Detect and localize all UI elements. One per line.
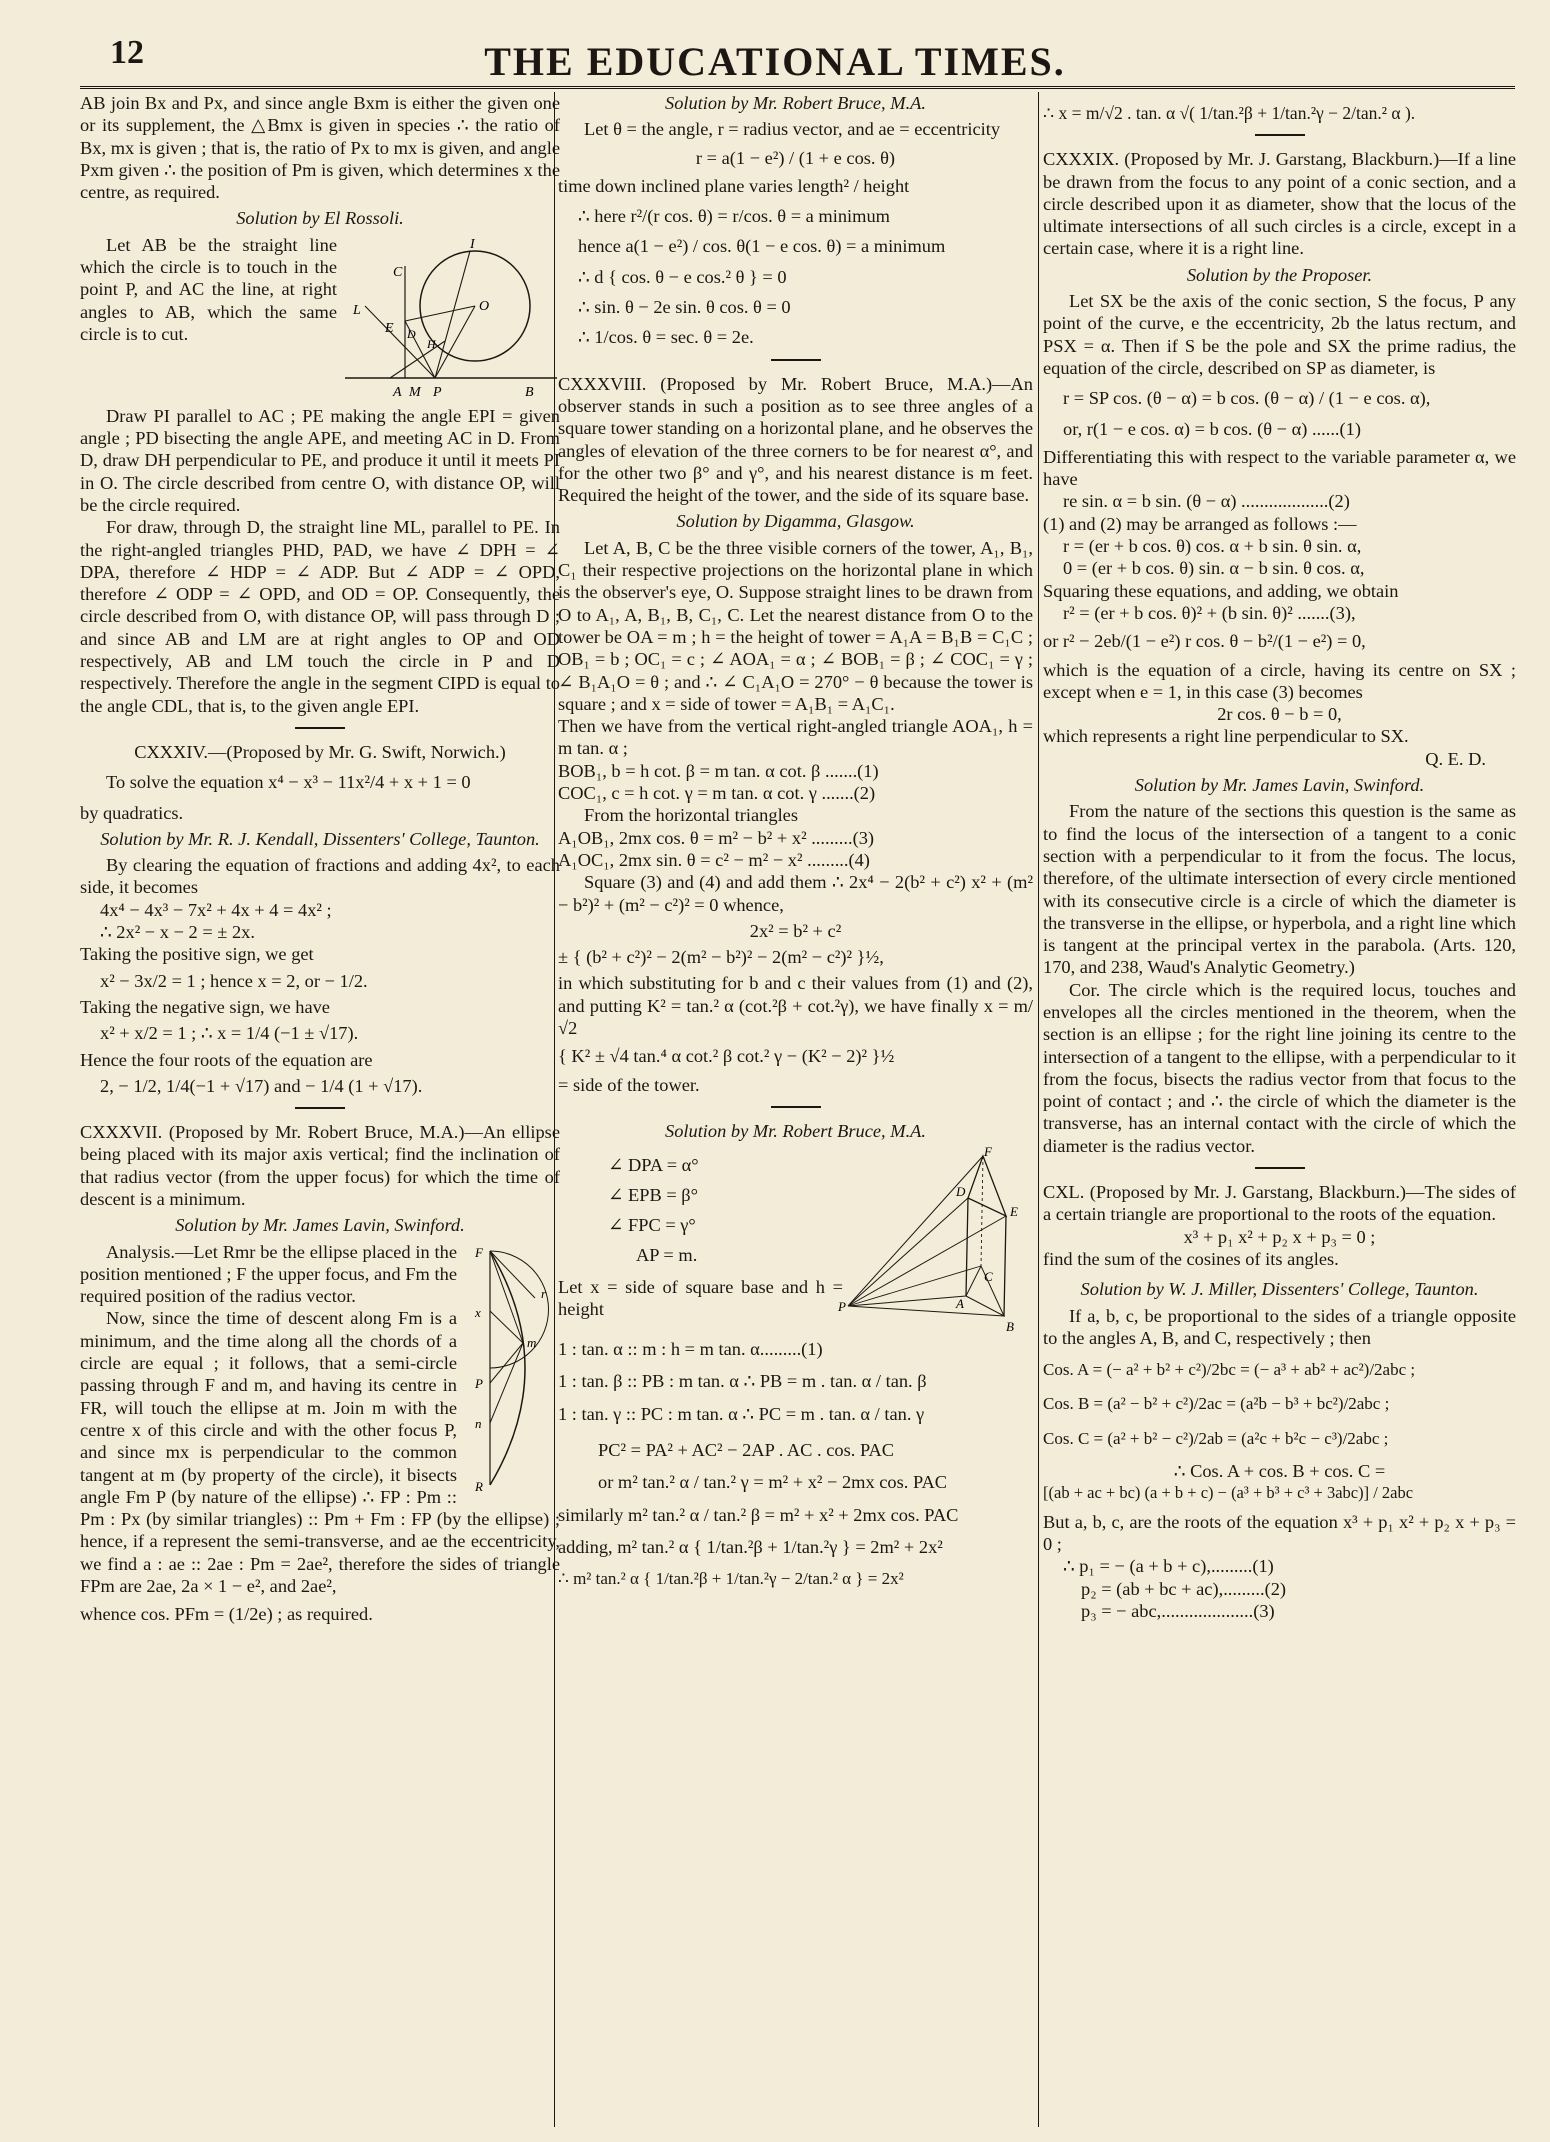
fig-label-l: L <box>353 302 361 318</box>
equation: x³ + p₁ x² + p₂ x + p₃ = 0 ; <box>1183 1226 1376 1247</box>
fig-label-c: C <box>984 1269 993 1285</box>
fig-label-a: A <box>393 384 402 400</box>
paragraph: Let A, B, C be the three visible corners of the tower, A₁, B₁, C₁ their respective projections on the horizontal plane in which is the observer's eye, O. Suppose straight lines to be drawn from O to A₁, A, B₁, B, C₁, C. Let the nearest distance from O to the tower be OA = m ; h = the height of tower = A₁A = B₁B = C₁C ; OB₁ = b ; OC₁ = c ; ∠ AOA₁ = α ; ∠ BOB₁ = β ; ∠ COC₁ = γ ; ∠ B₁A₁O = θ ; and ∴ ∠ C₁A₁O = 270° − θ because the tower is square ; and x = side of tower = A₁B₁ = A₁C₁. <box>558 537 1033 714</box>
question-heading: CXXXIX. (Proposed by Mr. J. Garstang, Blackburn.)—If a line be drawn from the focus to any point of a conic section, and a circle described upon it as diameter, show that the locus of the ultimate intersections of all such circles is a circle, except in a certain case, where it is a right line. <box>1043 149 1516 259</box>
paragraph: For draw, through D, the straight line ML, parallel to PE. In the right-angled triangles PHD, PAD, we have ∠ DPH = ∠ DPA, therefore ∠ HDP = ∠ ADP. But ∠ ADP = ∠ OPD, therefore ∠ ODP = ∠ OPD, and OD = OP. Consequently, the circle described from O, with distance OP, will pass through D ; and since AB and LM are at right angles to OP and OD respectively, AB and LM touch the circle in P and D respectively. Therefore the angle in the segment CIPD is equal to the angle CDL, that is, to the given angle EPI. <box>80 517 560 716</box>
equation: r² = (er + b cos. θ)² + (b sin. θ)² .......(3), <box>1063 602 1356 623</box>
fig-label-o: O <box>479 298 490 314</box>
fig-label-h: H <box>427 336 436 351</box>
fig-label-x: x <box>475 1304 481 1320</box>
question-heading: CXXXVIII. (Proposed by Mr. Robert Bruce, M.A.)—An observer stands in such a position as to see three angles of a square tower standing on a horizontal plane, and he observes the angles of elevation of the three corners to be for nearest α°, and for the other two β° and γ°, and his nearest distance is m feet. Required the height of the tower, and the side of its square base. <box>558 373 1033 506</box>
solution-heading: Solution by Mr. James Lavin, Swinford. <box>1134 775 1425 796</box>
paragraph: Square (3) and (4) and add them ∴ 2x⁴ − 2(b² + c²) x² + (m² − b²)² + (m² − c²)² = 0 whence, <box>558 872 1033 915</box>
paragraph: Differentiating this with respect to the variable parameter α, we have <box>1043 446 1516 490</box>
equation: 1 : tan. γ :: PC : m tan. α ∴ PC = m . tan. α / tan. γ <box>558 1403 925 1424</box>
fig-label-a: A <box>956 1296 964 1312</box>
question-heading: CXXXIV.—(Proposed by Mr. G. Swift, Norwich.) <box>134 741 506 762</box>
paragraph: Now, since the time of descent along Fm is a minimum, and the time along all the chords of a circle are equal ; it follows, that a semi-circle passing through F and m, and having its centre in FR, will touch the ellipse at m. Join m with the centre x of this circle and with the other focus P, and since mx is perpendicular to the common tangent at m (by property of the circle), it bisects angle Fm P (by nature of the ellipse) ∴ FP : Pm :: Pm : Px (by similar triangles) :: Pm + Fm : FP (by the ellipse) ; hence, if a represent the semi-transverse, and ae the eccentricity, we find a : ae :: 2ae : Pm = 2ae², therefore the sides of triangle FPm are 2ae, 2a × 1 − e², and 2ae², <box>80 1308 560 1597</box>
paragraph: If a, b, c, be proportional to the sides of a triangle opposite to the angles A, B, and C, respectively ; then <box>1043 1305 1516 1348</box>
equation: [(ab + ac + bc) (a + b + c) − (a³ + b³ + c³ + 3abc)] / 2abc <box>1043 1483 1414 1503</box>
paragraph: But a, b, c, are the roots of the equation x³ + p₁ x² + p₂ x + p₃ = 0 ; <box>1043 1511 1516 1554</box>
paragraph: Let AB be the straight line which the circle is to touch in the point P, and AC the line, at right angles to AB, which the same circle is to cut. <box>80 234 337 344</box>
solution-heading: Solution by Digamma, Glasgow. <box>676 511 915 532</box>
equation: ∴ Cos. A + cos. B + cos. C = <box>1173 1461 1386 1482</box>
paragraph: From the horizontal triangles <box>584 805 798 826</box>
equation: 2r cos. θ − b = 0, <box>1217 704 1342 725</box>
paragraph: (1) and (2) may be arranged as follows :— <box>1043 513 1357 534</box>
qed-mark: Q. E. D. <box>1425 748 1486 769</box>
fig-label-d: D <box>956 1184 966 1200</box>
solution-heading: Solution by Mr. James Lavin, Swinford. <box>175 1215 465 1236</box>
equation: ∠ EPB = β° <box>608 1185 699 1206</box>
equation: ∠ DPA = α° <box>608 1155 699 1176</box>
equation: ∴ 2x² − x − 2 = ± 2x. <box>100 922 255 943</box>
fig-label-c: C <box>393 264 403 280</box>
equation: p₃ = − abc,....................(3) <box>1081 1600 1275 1621</box>
equation: ∴ 1/cos. θ = sec. θ = 2e. <box>578 327 754 348</box>
paragraph: find the sum of the cosines of its angles. <box>1043 1248 1339 1269</box>
separator <box>295 727 345 729</box>
equation: 1 : tan. α :: m : h = m tan. α.........(1) <box>558 1339 823 1360</box>
fig-label-r-big: R <box>475 1478 483 1493</box>
equation: ∴ x = m/√2 . tan. α √( 1/tan.²β + 1/tan.²γ − 2/tan.² α ). <box>1043 103 1416 123</box>
equation: To solve the equation x⁴ − x³ − 11x²/4 + x + 1 = 0 <box>106 772 471 793</box>
paragraph: Let x = side of square base and h = height <box>558 1277 843 1320</box>
equation: BOB₁, b = h cot. β = m tan. α cot. β .......(1) <box>558 760 879 781</box>
equation: 1 : tan. β :: PB : m tan. α ∴ PB = m . tan. α / tan. β <box>558 1371 927 1392</box>
equation: 0 = (er + b cos. θ) sin. α − b sin. θ cos. α, <box>1063 558 1365 579</box>
equation: Cos. C = (a² + b² − c²)/2ab = (a²c + b²c − c³)/2abc ; <box>1043 1428 1389 1448</box>
equation: 2x² = b² + c² <box>749 920 842 941</box>
fig-label-m: m <box>527 1334 537 1350</box>
paragraph: By clearing the equation of fractions and adding 4x², to each side, it becomes <box>80 855 560 898</box>
equation: { K² ± √4 tan.⁴ α cot.² β cot.² γ − (K² − 2)² }½ <box>558 1046 895 1067</box>
paragraph: Taking the positive sign, we get <box>80 944 314 965</box>
equation: Cos. B = (a² − b² + c²)/2ac = (a²b − b³ + bc²)/2abc ; <box>1043 1394 1390 1414</box>
fig-label-p: P <box>838 1299 846 1315</box>
fig-label-b: B <box>525 384 534 400</box>
paragraph: which is the equation of a circle, having its centre on SX ; except when e = 1, in this case (3) becomes <box>1043 659 1516 702</box>
solution-heading: Solution by Mr. Robert Bruce, M.A. <box>665 1120 926 1141</box>
column-1 <box>80 92 560 1626</box>
paragraph: time down inclined plane varies length² / height <box>558 175 910 196</box>
paragraph: AB join Bx and Px, and since angle Bxm is either the given one or its supplement, the △Bmx is given in species ∴ the ratio of Bx, mx is given ; that is, the ratio of Px to mx is given, and angle Pxm given ∴ the position of Pm is given, which determines x the centre, as required. <box>80 93 560 203</box>
paragraph: in which substituting for b and c their values from (1) and (2), and putting K² = tan.² α (cot.²β + cot.²γ), we have finally x = m/√2 <box>558 973 1033 1038</box>
equation: or m² tan.² α / tan.² γ = m² + x² − 2mx cos. PAC <box>598 1472 948 1493</box>
fig-label-p: P <box>433 384 442 400</box>
paragraph: From the nature of the sections this question is the same as to find the locus of the intersection of a tangent to a conic section with a perpendicular to it from the focus. The locus, therefore, of the ultimate intersection of every circle mentioned with its consecutive circle is a circle of which the diameter is the transverse in the ellipse, or hyperbola, and a right line which is tangent at the principal vertex in the parabola. (Arts. 120, 170, and 238, Waud's Analytic Geometry.) <box>1043 801 1516 978</box>
solution-heading: Solution by El Rossoli. <box>236 208 404 229</box>
paragraph: Cor. The circle which is the required locus, touches and envelopes all the circles mentioned in the theorem, when the section is an ellipse ; for the right line joining its centre to the intersection of a tangent to the ellipse, with a perpendicular to it from the focus, bisects the radius vector from that focus to the point of contact ; and ∴ the circle of which the diameter is the transverse, has an internal contact with the circle of which the diameter is the radius vector. <box>1043 979 1516 1156</box>
equation: 4x⁴ − 4x³ − 7x² + 4x + 4 = 4x² ; <box>100 899 332 920</box>
separator <box>1255 134 1305 136</box>
equation: or r² − 2eb/(1 − e²) r cos. θ − b²/(1 − e²) = 0, <box>1043 631 1366 652</box>
paragraph: which represents a right line perpendicular to SX. <box>1043 726 1409 747</box>
equation: A₁OC₁, 2mx sin. θ = c² − m² − x² .........(4) <box>558 849 870 870</box>
equation: x² + x/2 = 1 ; ∴ x = 1/4 (−1 ± √17). <box>100 1023 359 1044</box>
equation: AP = m. <box>636 1245 698 1266</box>
equation: ∴ m² tan.² α { 1/tan.²β + 1/tan.²γ − 2/tan.² α } = 2x² <box>558 1569 904 1589</box>
equation: ∠ FPC = γ° <box>608 1215 696 1236</box>
fig-label-r: r <box>541 1285 547 1301</box>
solution-heading: Solution by Mr. Robert Bruce, M.A. <box>665 93 926 113</box>
equation: re sin. α = b sin. (θ − α) ...................(2) <box>1063 491 1350 512</box>
circle-tangent-figure <box>345 236 560 401</box>
fig-label-m: M <box>409 384 421 400</box>
equation: Cos. A = (− a² + b² + c²)/2bc = (− a³ + ab² + ac²)/2abc ; <box>1043 1360 1416 1380</box>
equation: PC² = PA² + AC² − 2AP . AC . cos. PAC <box>598 1440 895 1461</box>
paragraph: = side of the tower. <box>558 1074 700 1095</box>
column-2 <box>558 92 1033 1591</box>
angle-definitions <box>608 1150 699 1270</box>
solution-heading: Solution by the Proposer. <box>1186 264 1373 285</box>
separator <box>771 359 821 361</box>
equation: ∴ p₁ = − (a + b + c),.........(1) <box>1063 1556 1274 1577</box>
equation: ∴ sin. θ − 2e sin. θ cos. θ = 0 <box>578 297 791 318</box>
paragraph: Analysis.—Let Rmr be the ellipse placed in the position mentioned ; F the upper focus, and Fm the required position of the radius vector. <box>80 1241 457 1307</box>
equation: adding, m² tan.² α { 1/tan.²β + 1/tan.²γ } = 2m² + 2x² <box>558 1536 943 1557</box>
separator <box>1255 1167 1305 1169</box>
equation: similarly m² tan.² α / tan.² β = m² + x² + 2mx cos. PAC <box>558 1504 959 1525</box>
paragraph: Let θ = the angle, r = radius vector, and ae = eccentricity <box>584 119 1001 140</box>
equation: ∴ here r²/(r cos. θ) = r/cos. θ = a minimum <box>578 206 890 227</box>
equation: hence a(1 − e²) / cos. θ(1 − e cos. θ) = a minimum <box>578 236 946 257</box>
fig-label-p: P <box>475 1375 483 1391</box>
equation: p₂ = (ab + bc + ac),.........(2) <box>1081 1578 1287 1599</box>
fig-label-e: E <box>385 320 394 336</box>
column-3 <box>1043 92 1516 1622</box>
tower-figure <box>838 1146 1028 1336</box>
fig-label-f: F <box>475 1244 483 1260</box>
separator <box>771 1106 821 1108</box>
solution-heading: Solution by W. J. Miller, Dissenters' College, Taunton. <box>1080 1279 1479 1300</box>
question-heading: CXL. (Proposed by Mr. J. Garstang, Blackburn.)—The sides of a certain triangle are proportional to the roots of the equation. <box>1043 1182 1516 1225</box>
equation: ± { (b² + c²)² − 2(m² − b²)² − 2(m² − c²)² }½, <box>558 947 884 968</box>
fig-label-i: I <box>470 236 475 252</box>
equation: COC₁, c = h cot. γ = m tan. α cot. γ .......(2) <box>558 783 876 804</box>
paragraph: by quadratics. <box>80 802 184 823</box>
paragraph: Then we have from the vertical right-angled triangle AOA₁, h = m tan. α ; <box>558 716 1033 759</box>
equation: or, r(1 − e cos. α) = b cos. (θ − α) ......(1) <box>1063 418 1361 439</box>
equation: whence cos. PFm = (1/2e) ; as required. <box>80 1604 373 1625</box>
equation: A₁OB₁, 2mx cos. θ = m² − b² + x² .........(3) <box>558 827 875 848</box>
page-number: 12 <box>110 34 144 71</box>
paragraph: Taking the negative sign, we have <box>80 996 330 1017</box>
equation: r = SP cos. (θ − α) = b cos. (θ − α) / (1 − e cos. α), <box>1063 388 1431 409</box>
column-divider <box>1038 92 1039 2127</box>
equation: r = (er + b cos. θ) cos. α + b sin. θ sin. α, <box>1063 536 1362 557</box>
fig-label-d: D <box>407 326 416 341</box>
ellipse-figure <box>465 1243 560 1493</box>
masthead-title: THE EDUCATIONAL TIMES. <box>484 39 1066 84</box>
separator <box>295 1107 345 1109</box>
paragraph: Hence the four roots of the equation are <box>80 1049 373 1070</box>
header-rule <box>80 86 1515 89</box>
question-heading: CXXXVII. (Proposed by Mr. Robert Bruce, M.A.)—An ellipse being placed with its major axis vertical; find the inclination of that radius vector (from the upper focus) for which the time of descent is a minimum. <box>80 1122 560 1209</box>
equation: ∴ d { cos. θ − e cos.² θ } = 0 <box>578 266 787 287</box>
paragraph: Draw PI parallel to AC ; PE making the angle EPI = given angle ; PD bisecting the angle APE, and meeting AC in D. From D, draw DH perpendicular to PE, and produce it until it meets PI in O. The circle described from centre O, with distance OP, will be the circle required. <box>80 405 560 515</box>
fig-label-f: F <box>984 1146 992 1160</box>
fig-label-n: n <box>475 1415 482 1431</box>
equation: 2, − 1/2, 1/4(−1 + √17) and − 1/4 (1 + √17). <box>100 1075 423 1096</box>
paragraph: Squaring these equations, and adding, we obtain <box>1043 580 1399 601</box>
paragraph: Let SX be the axis of the conic section, S the focus, P any point of the curve, e the eccentricity, 2b the latus rectum, and PSX = α. Then if S be the pole and SX the prime radius, the equation of the circle, described on SP as diameter, is <box>1043 291 1516 378</box>
equation: r = a(1 − e²) / (1 + e cos. θ) <box>695 147 896 168</box>
tower-block <box>558 1146 1033 1334</box>
equation: x² − 3x/2 = 1 ; hence x = 2, or − 1/2. <box>100 970 368 991</box>
solution-heading: Solution by Mr. R. J. Kendall, Dissenters' College, Taunton. <box>100 828 540 849</box>
fig-label-b: B <box>1006 1319 1014 1335</box>
fig-label-e: E <box>1010 1204 1018 1220</box>
